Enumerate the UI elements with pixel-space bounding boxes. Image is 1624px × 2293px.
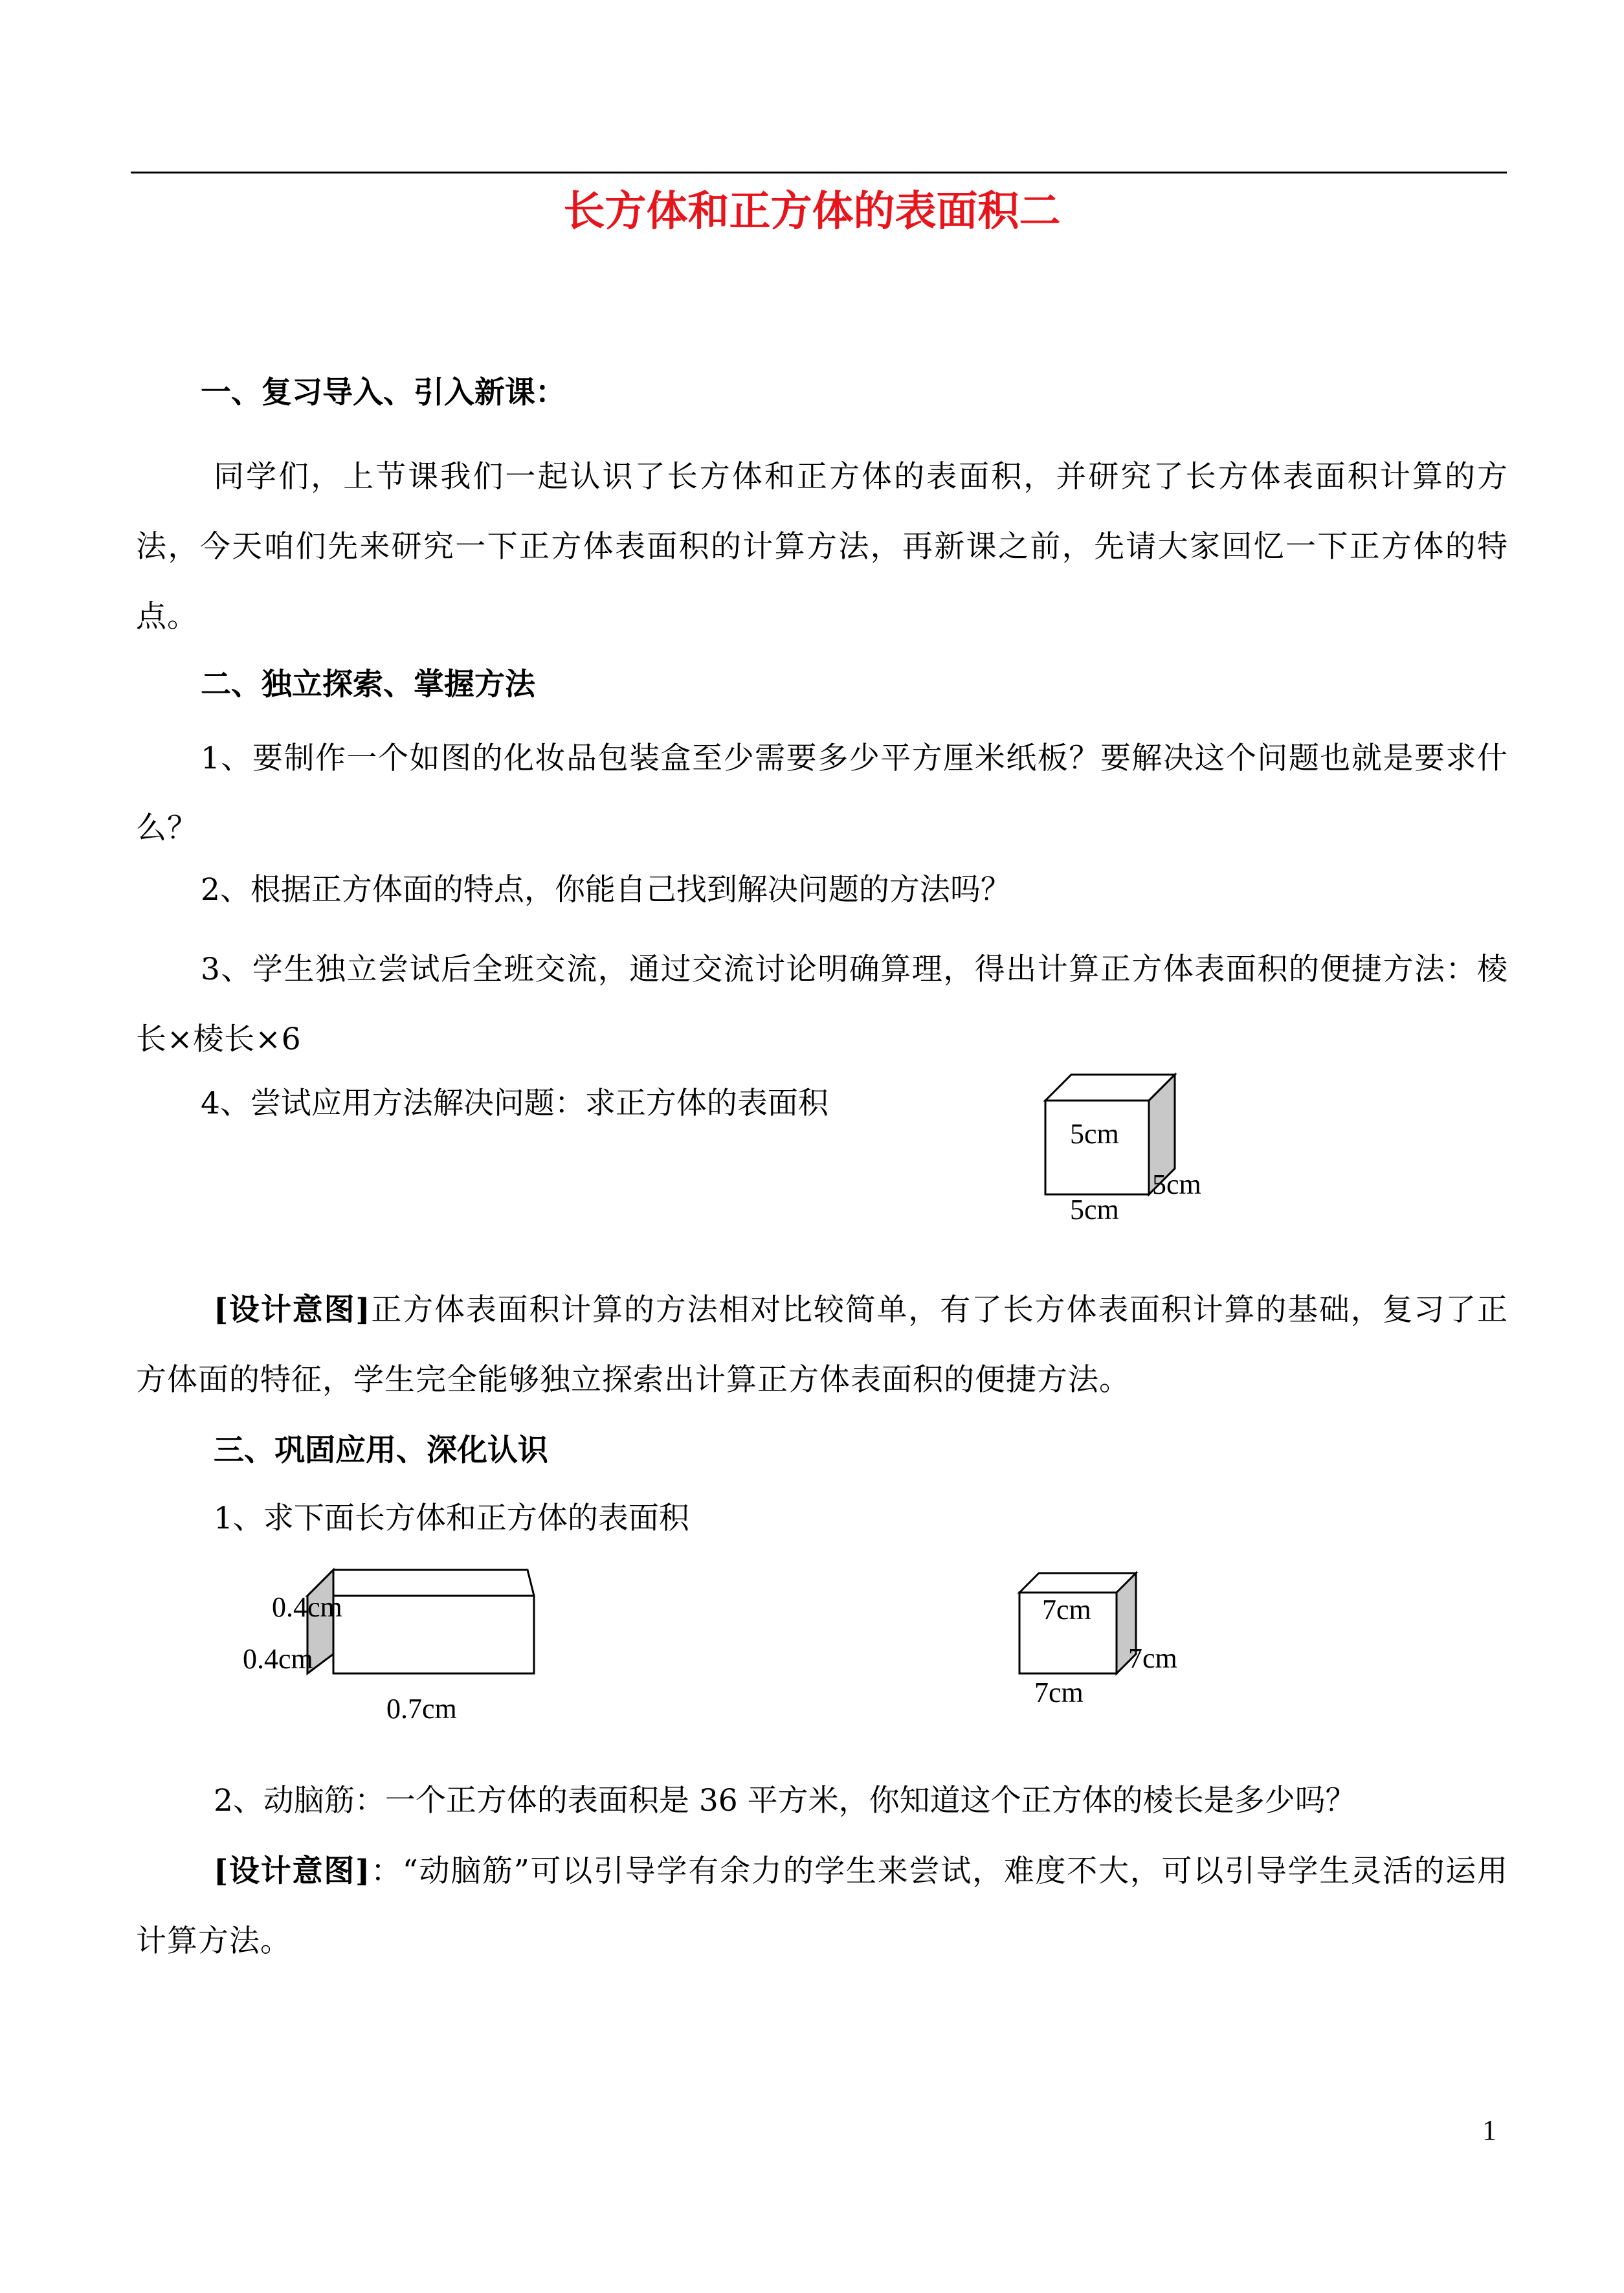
section-3-item-2: 2、动脑筋：一个正方体的表面积是 36 平方米，你知道这个正方体的棱长是多少吗？ <box>214 1783 1356 1818</box>
cube-2-bottom-label: 7cm <box>1034 1677 1084 1708</box>
section-1-heading: 一、复习导入、引入新课： <box>201 375 566 410</box>
section-2-item-1: 1、要制作一个如图的化妆品包装盒至少需要多少平方厘米纸板？要解决这个问题也就是要求什么？ <box>136 741 1508 846</box>
section-3-item-1: 1、求下面长方体和正方体的表面积 <box>214 1501 689 1536</box>
section-2-heading: 二、独立探索、掌握方法 <box>201 667 535 702</box>
section-1-paragraph: 同学们，上节课我们一起认识了长方体和正方体的表面积，并研究了长方体表面积计算的方法，今天咱们先来研究一下正方体表面积的计算方法，再新课之前，先请大家回忆一下正方体的特点。 <box>136 459 1508 634</box>
cube-2-side-label: 7cm <box>1128 1642 1177 1674</box>
section-2-item-4: 4、尝试应用方法解决问题：求正方体的表面积 <box>201 1086 829 1121</box>
cuboid-left-label: 0.4cm <box>243 1643 313 1675</box>
cube-2-front-label: 7cm <box>1042 1594 1091 1626</box>
page-number: 1 <box>1482 2114 1496 2146</box>
header-rule <box>131 172 1507 173</box>
design-intent-text: 正方体表面积计算的方法相对比较简单，有了长方体表面积计算的基础，复习了正方体面的特征，学生完全能够独立探索出计算正方体表面积的便捷方法。 <box>136 1292 1509 1398</box>
cube-bottom-label: 5cm <box>1070 1194 1119 1225</box>
cube-front-label: 5cm <box>1070 1118 1119 1150</box>
section-3-design-intent <box>136 1837 1508 1976</box>
design-intent-label: [设计意图] <box>214 1292 371 1328</box>
cuboid-bottom-label: 0.7cm <box>386 1693 457 1725</box>
design-intent-label-2: [设计意图] <box>214 1853 371 1889</box>
document-title: 长方体和正方体的表面积二 <box>563 187 1061 236</box>
section-2-item-2: 2、根据正方体面的特点，你能自己找到解决问题的方法吗？ <box>201 872 1011 908</box>
section-2-item-3: 3、学生独立尝试后全班交流，通过交流讨论明确算理，得出计算正方体表面积的便捷方法：棱长×棱长×6 <box>136 952 1508 1057</box>
design-intent-text-2: ：“动脑筋”可以引导学有余力的学生来尝试，难度不大，可以引导学生灵活的运用计算方法。 <box>136 1853 1508 1959</box>
cuboid-top-label: 0.4cm <box>272 1591 342 1623</box>
section-3-heading: 三、巩固应用、深化认识 <box>214 1433 548 1468</box>
cube-side-label: 5cm <box>1152 1169 1201 1200</box>
section-2-design-intent <box>136 1275 1508 1415</box>
